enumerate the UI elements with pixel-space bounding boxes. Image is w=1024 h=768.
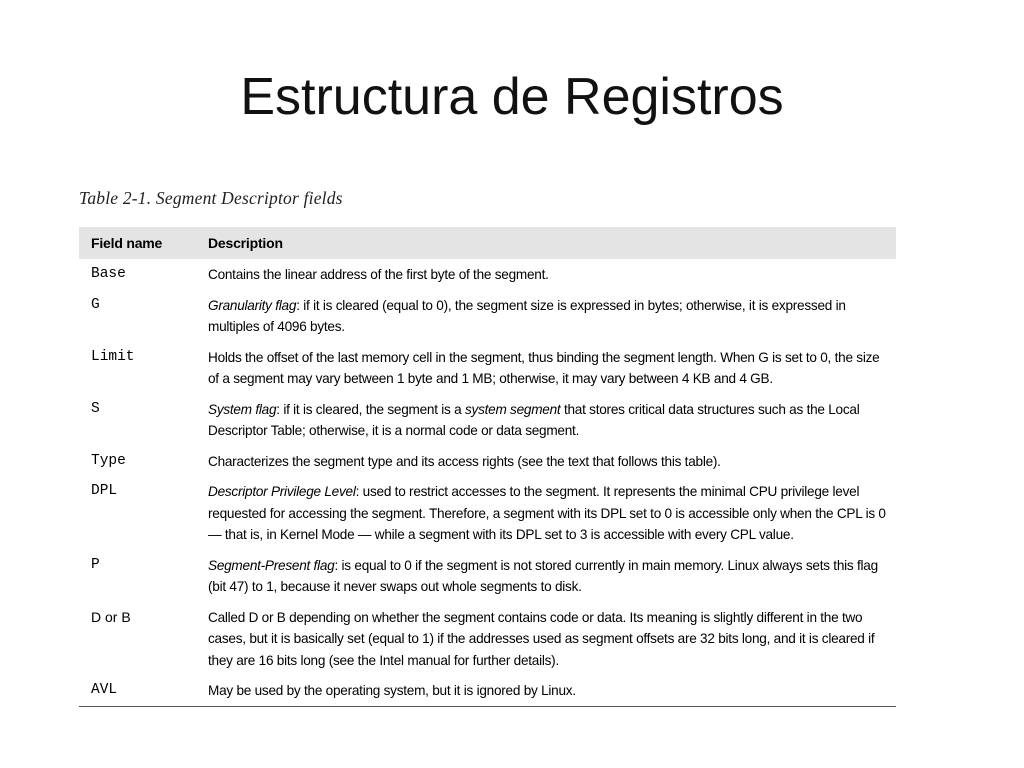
table-row (79, 394, 896, 446)
description-emphasis: System flag (208, 401, 277, 417)
table-caption: Table 2-1. Segment Descriptor fields (79, 188, 343, 208)
field-description-cell (198, 290, 896, 342)
description-emphasis: Segment-Present flag (208, 557, 335, 573)
table-row (79, 675, 896, 706)
description-text: : used to restrict accesses to the segment. It represents the minimal CPU privilege level requested for accessing the segment. Therefore, a segment with its DPL set to 0 is accessible only when the CPL is 0 — that is, in Kernel Mode — while a segment with its DPL set to 3 is accessible with every CPL value. (208, 484, 886, 542)
description-text: Holds the offset of the last memory cell in the segment, thus binding the segment length. When G is set to 0, the size of a segment may vary between 1 byte and 1 MB; otherwise, it may vary between 4 KB and 4 GB. (208, 349, 880, 386)
description-text: Called D or B depending on whether the segment contains code or data. Its meaning is slightly different in the two cases, but it is basically set (equal to 1) if the addresses used as segment offsets are 32 bits long, and it is cleared if they are 16 bits long (see the Intel manual for further details). (208, 609, 875, 668)
field-name-cell: Limit (91, 348, 135, 365)
table-row (79, 290, 896, 342)
field-name-cell: G (91, 296, 100, 313)
table-body (79, 259, 896, 706)
header-description: Description (198, 227, 896, 259)
description-emphasis: Granularity flag (208, 297, 297, 313)
field-name-cell: D or B (91, 608, 131, 625)
field-description-cell (198, 446, 896, 477)
description-text: : if it is cleared (equal to 0), the segment size is expressed in bytes; otherwise, it is expressed in multiples of 4096 bytes. (208, 297, 846, 334)
table-row (79, 550, 896, 602)
table-header-row (79, 227, 896, 259)
field-description-cell (198, 342, 896, 394)
field-name-cell: DPL (91, 483, 118, 499)
slide-title: Estructura de Registros (240, 68, 784, 126)
description-emphasis: Descriptor Privilege Level (208, 484, 356, 499)
field-description-cell (198, 550, 896, 602)
table-row (79, 259, 896, 290)
description-text: May be used by the operating system, but it is ignored by Linux. (208, 683, 576, 698)
field-name-cell: P (91, 556, 100, 573)
field-description-cell (198, 394, 896, 446)
header-field-name: Field name (79, 227, 198, 259)
description-text: that stores critical data structures such as the Local Descriptor Table; otherwise, it is a normal code or data segment. (208, 401, 860, 438)
segment-descriptor-table (79, 227, 896, 707)
table-row (79, 602, 896, 676)
table-row (79, 342, 896, 394)
field-name-cell: S (91, 400, 100, 417)
description-text: Contains the linear address of the first byte of the segment. (208, 267, 549, 282)
field-description-cell (198, 259, 896, 290)
description-text: Characterizes the segment type and its access rights (see the text that follows this table). (208, 453, 721, 469)
description-text: : if it is cleared, the segment is a (276, 401, 465, 417)
description-text: : is equal to 0 if the segment is not stored currently in main memory. Linux always sets this flag (bit 47) to 1, because it never swaps out whole segments to disk. (208, 557, 878, 594)
field-name-cell: AVL (79, 675, 198, 706)
table-row (79, 446, 896, 477)
description-emphasis: system segment (464, 401, 561, 417)
field-description-cell (198, 675, 896, 706)
field-description-cell (198, 476, 896, 550)
field-name-cell: Base (91, 266, 126, 282)
field-description-cell (198, 602, 896, 676)
field-name-cell: Type (91, 452, 126, 469)
table-row (79, 476, 896, 550)
